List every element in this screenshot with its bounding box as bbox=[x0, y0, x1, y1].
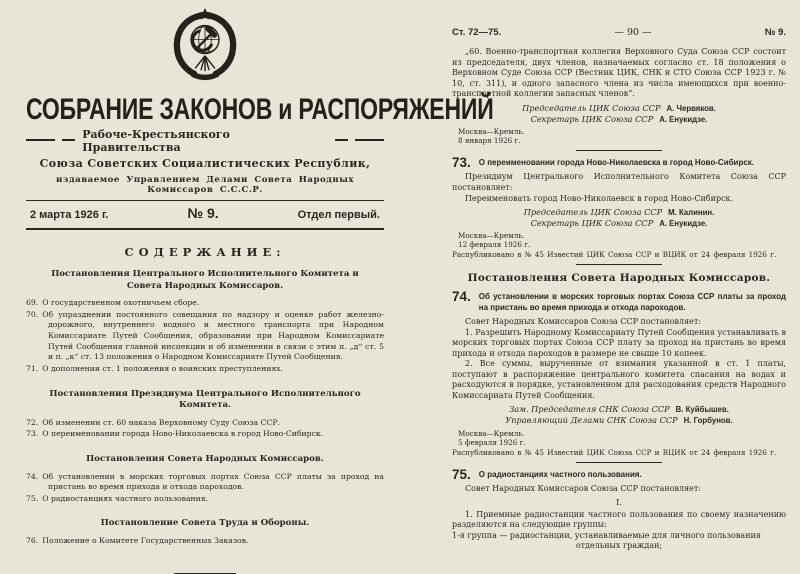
toc-item-text: О радиостанциях частного пользования. bbox=[42, 493, 209, 503]
article-72-signatures bbox=[452, 103, 786, 125]
flourish-line-left2 bbox=[62, 139, 75, 144]
article-74-signatures bbox=[452, 404, 786, 426]
signature-line bbox=[452, 218, 786, 229]
article-75-paragraph: 1. Приемные радиостанции частного пользования по своему назначению разделяются на следующие группы: bbox=[452, 509, 786, 530]
article-75-roman-numeral: I. bbox=[615, 497, 623, 508]
signature-name: М. Калинин. bbox=[668, 208, 715, 218]
flourish-line-left bbox=[26, 139, 55, 144]
article-75-paragraph: Совет Народных Комиссаров Союза ССР постановляет: bbox=[465, 484, 701, 494]
article-75-number: 75. bbox=[452, 466, 471, 482]
gazette-title: СОБРАНИЕ ЗАКОНОВ и РАСПОРЯЖЕНИЙ bbox=[26, 91, 494, 126]
toc-item bbox=[26, 364, 384, 375]
page-header bbox=[452, 27, 786, 38]
toc-item bbox=[26, 536, 384, 547]
toc-group-heading: Постановления Совета Народных Комиссаров. bbox=[86, 454, 324, 464]
signature-role: Секретарь ЦИК Союза ССР bbox=[530, 218, 654, 229]
masthead-government: Рабоче-Крестьянского Правительства bbox=[82, 128, 230, 154]
article-73-title: О переименовании города Ново-Николаевска в город Ново-Сибирск. bbox=[478, 157, 755, 167]
toc-heading: СОДЕРЖАНИЕ: bbox=[124, 245, 286, 259]
toc-item-number: 72. bbox=[26, 417, 39, 427]
toc-item bbox=[26, 494, 384, 505]
toc-item bbox=[26, 472, 384, 493]
published-line: Распубликовано в № 45 Известий ЦИК Союза ССР и ВЦИК от 24 февраля 1926 г. bbox=[452, 447, 777, 457]
page-header-page-number: — 90 — bbox=[614, 27, 652, 38]
signature-role: Председатель ЦИК Союза ССР bbox=[523, 207, 663, 218]
toc-item-text: Об установлении в морских торговых портах Союза ССР платы за проход на пристань во время прихода и отхода пароходов. bbox=[42, 471, 384, 492]
signature-name: Н. Горбунов. bbox=[683, 416, 733, 426]
article-74-paragraph: 1. Разрешить Народному Комиссариату Путей Сообщения устанавливать в морских торговых портах Союза ССР плату за проход на пристань во время прихода и отхода пароходов в размере не свыше 10 копеек. bbox=[452, 327, 786, 358]
signature-name: А. Червяков. bbox=[666, 103, 716, 113]
published-line: Распубликовано в № 45 Известий ЦИК Союза ССР и ВЦИК от 24 февраля 1926 г. bbox=[452, 250, 777, 260]
flourish-line-right bbox=[355, 139, 384, 144]
soviet-emblem bbox=[26, 6, 384, 88]
signature-name: В. Куйбышев. bbox=[675, 405, 729, 415]
article-75-title: О радиостанциях частного пользования. bbox=[478, 469, 642, 479]
toc-group-heading: Постановления Центрального Исполнительного Комитета и Совета Народных Комиссаров. bbox=[51, 269, 359, 291]
flourish-line-right2 bbox=[335, 139, 348, 144]
signature-name: А. Енукидзе. bbox=[659, 219, 708, 229]
toc-item-number: 71. bbox=[26, 363, 39, 373]
article-75-group-line bbox=[452, 531, 786, 552]
date-line: 12 февраля 1926 г. bbox=[458, 240, 531, 250]
article-74-paragraph: 2. Все суммы, вырученные от взимания указанной в ст. 1 платы, поступают в распоряжение центрального комитета спасания на водах и расходуются в порядке, установленном для расходования средств Народного Комиссариата Путей Сообщения. bbox=[452, 359, 786, 400]
article-73-signatures bbox=[452, 207, 786, 229]
signature-line bbox=[452, 114, 786, 125]
section-divider bbox=[576, 462, 662, 463]
masthead-union: Союза Советских Социалистических Республик, bbox=[39, 157, 371, 170]
toc-group-heading: Постановление Совета Труда и Обороны. bbox=[100, 518, 310, 529]
toc-item-text: Об изменении ст. 60 наказа Верховному Суду Союза ССР. bbox=[42, 417, 280, 427]
article-74-paragraph: Совет Народных Комиссаров Союза ССР постановляет: bbox=[465, 316, 701, 326]
signature-line bbox=[452, 415, 786, 426]
section-divider bbox=[576, 264, 662, 265]
masthead-publisher: издаваемое Управлением Делами Совета Народных Комиссаров С.С.С.Р. bbox=[56, 175, 354, 195]
toc-group-items bbox=[26, 472, 384, 505]
right-page bbox=[400, 0, 800, 551]
toc-item-number: 73. bbox=[26, 429, 39, 439]
group-1-continuation: отдельных граждан; bbox=[575, 541, 663, 551]
toc-item bbox=[26, 418, 384, 429]
toc-group-heading: Постановления Президиума Центрального Исполнительного Комитета. bbox=[49, 388, 361, 411]
signature-name: А. Енукидзе. bbox=[659, 114, 708, 124]
signature-line bbox=[452, 103, 786, 114]
toc-group-items bbox=[26, 418, 384, 440]
place-line: Москва—Кремль. bbox=[458, 231, 525, 241]
article-73-paragraph: Президиум Центрального Исполнительного Комитета Союза ССР постановляет: bbox=[452, 172, 786, 193]
toc-item-number: 69. bbox=[26, 298, 39, 308]
ussr-coat-of-arms-icon bbox=[169, 6, 241, 84]
toc-item-number: 74. bbox=[26, 471, 39, 481]
page-header-article-range: Ст. 72—75. bbox=[452, 27, 502, 38]
toc-item-text: О переименовании города Ново-Николаевска в город Ново-Сибирск. bbox=[42, 429, 324, 439]
article-74-title: Об установлении в морских торговых портах Союза ССР платы за проход на пристань во время прихода и отхода пароходов. bbox=[478, 292, 786, 313]
toc-item-text: О государственном охотничьем сборе. bbox=[42, 298, 200, 308]
signature-role: Зам. Председателя СНК Союза ССР bbox=[509, 404, 670, 415]
section-divider bbox=[576, 150, 662, 151]
toc-item bbox=[26, 298, 384, 309]
issue-date: 2 марта 1926 г. bbox=[30, 209, 109, 221]
toc-item-number: 70. bbox=[26, 309, 39, 319]
masthead-dateline bbox=[26, 201, 384, 224]
place-line: Москва—Кремль. bbox=[458, 428, 525, 438]
toc-item bbox=[26, 429, 384, 440]
article-73-head bbox=[452, 156, 786, 170]
signature-line bbox=[452, 207, 786, 218]
page-header-issue-number: № 9. bbox=[764, 27, 786, 38]
toc-item-text: О дополнении ст. 1 положения о воинских преступлениях. bbox=[42, 363, 284, 373]
article-72-quote: „60. Военно-транспортная коллегия Верховного Суда Союза ССР состоит из председателя, двух членов, назначаемых согласно ст. 18 положения о Верховном Суде Союза ССР (Вестник ЦИК, СНК и СТО Союза ССР 1923 г. № 10, ст. 311), и одного запасного члена из числа имеющихся при военно-транспортной коллегии запасных членов“. bbox=[452, 47, 786, 99]
masthead-government-row bbox=[26, 128, 384, 154]
group-1-label: 1-я группа — радиостанции, устанавливаемые для личного пользования bbox=[452, 530, 761, 540]
article-73-number: 73. bbox=[452, 154, 471, 170]
toc-item bbox=[26, 310, 384, 363]
signature-role: Секретарь ЦИК Союза ССР bbox=[530, 113, 654, 124]
signature-line bbox=[452, 404, 786, 415]
toc-group-items bbox=[26, 298, 384, 374]
date-line: 5 февраля 1926 г. bbox=[458, 437, 526, 447]
date-line: 8 января 1926 г. bbox=[458, 135, 521, 145]
toc-item-number: 75. bbox=[26, 493, 39, 503]
signature-role: Управляющий Делами СНК Союза ССР bbox=[505, 415, 678, 426]
toc-group-items bbox=[26, 536, 384, 547]
article-74-head bbox=[452, 290, 786, 314]
masthead-rule-bottom bbox=[26, 228, 384, 230]
signature-role: Председатель ЦИК Союза ССР bbox=[522, 102, 661, 113]
article-74-number: 74. bbox=[452, 289, 471, 305]
article-75-head bbox=[452, 468, 786, 482]
issue-number: № 9. bbox=[187, 205, 219, 221]
toc-item-text: Положение о Комитете Государственных Заказов. bbox=[42, 536, 249, 546]
issue-section: Отдел первый. bbox=[297, 209, 380, 221]
place-line: Москва—Кремль. bbox=[458, 126, 525, 136]
toc-item-text: Об упразднении постоянного совещания по надзору и оценке работ железно-дорожного, внутреннего водного и местного транспорта при Народном Комиссариате Путей Сообщения, образовании при Народном Комиссариате Путей Сообщения главной инспекции и об изменении в связи с этим п. „д“ ст. 5 и п. „к“ ст. 13 положения о Народном Комиссариате Путей Сообщения. bbox=[42, 309, 384, 362]
snk-section-heading: Постановления Совета Народных Комиссаров. bbox=[467, 272, 771, 285]
toc-item-number: 76. bbox=[26, 536, 39, 546]
article-73-paragraph: Переименовать город Ново-Николаевск в город Ново-Сибирск. bbox=[465, 193, 734, 203]
